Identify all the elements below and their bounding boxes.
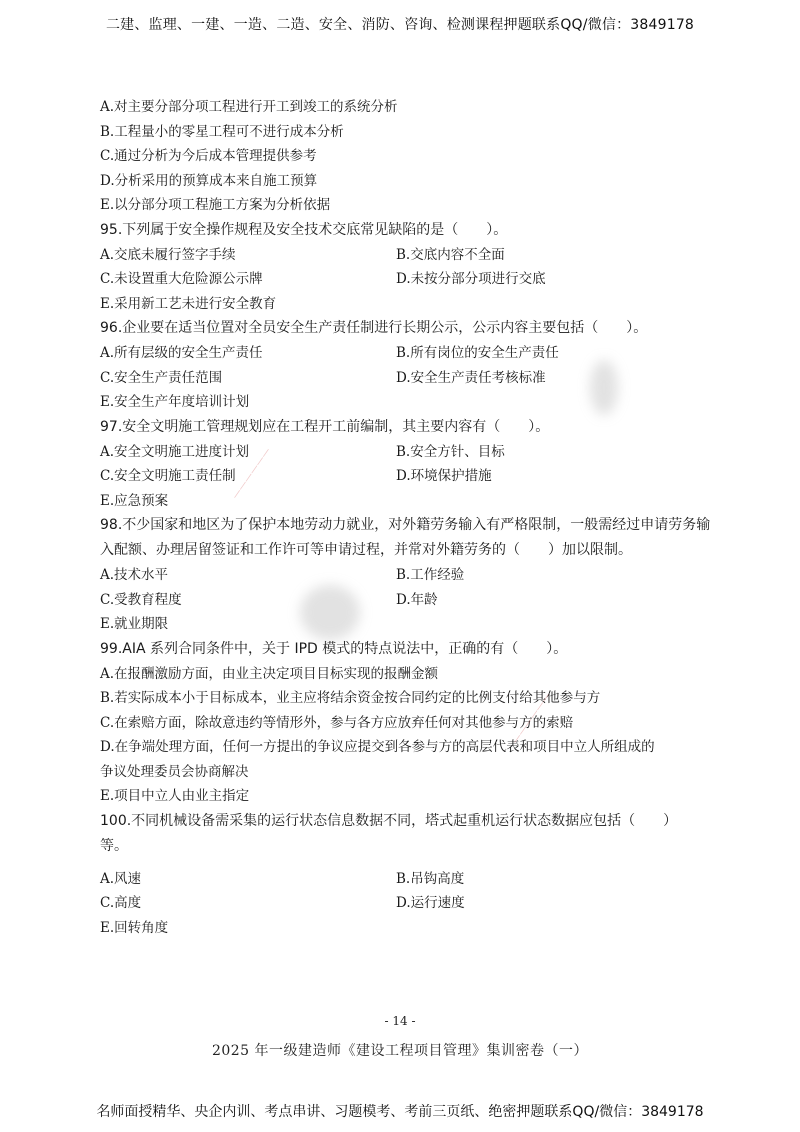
q96-stem: 96.企业要在适当位置对全员安全生产责任制进行长期公示，公示内容主要包括（ ）。 [100,320,648,336]
q98-option-e: E.就业期限 [100,616,169,632]
q95-option-e: E.采用新工艺未进行安全教育 [100,295,277,312]
q100-stem: 100.不同机械设备需采集的运行状态信息数据不同，塔式起重机运行状态数据应包括（ ） [100,812,678,829]
q95-option-c: C.未设置重大危险源公示牌 [100,271,263,287]
q96-option-d: D.安全生产责任考核标准 [396,369,546,386]
q99-option-b: B.若实际成本小于目标成本，业主应将结余资金按合同约定的比例支付给其他参与方 [100,690,601,706]
q98-option-a: A.技术水平 [100,567,169,583]
q97-option-b: B.安全方针、目标 [396,443,505,460]
q95-stem: 95.下列属于安全操作规程及安全技术交底常见缺陷的是（ ）。 [100,221,508,238]
q100-stem-continued: 等。 [100,837,128,854]
q100-option-d: D.运行速度 [396,895,465,911]
q94-option-c: C.通过分析为今后成本管理提供参考 [100,148,317,164]
q97-stem: 97.安全文明施工管理规划应在工程开工前编制，其主要内容有（ ）。 [100,418,550,435]
q97-option-c: C.安全文明施工责任制 [100,468,236,484]
q95-option-a: A.交底未履行签字手续 [100,246,236,263]
q95-option-d: D.未按分部分项进行交底 [396,271,546,287]
watermark-mark: —————— [510,690,554,747]
scan-smudge [300,585,360,640]
q96-option-a: A.所有层级的安全生产责任 [100,345,263,361]
q99-stem: 99.AIA 系列合同条件中，关于 IPD 模式的特点说法中，正确的有（ ）。 [100,640,568,657]
q100-option-b: B.吊钩高度 [396,870,465,887]
q94-option-e: E.以分部分项工程施工方案为分析依据 [100,197,331,213]
q95-option-b: B.交底内容不全面 [396,246,505,263]
q98-option-b: B.工作经验 [396,567,465,583]
q96-option-b: B.所有岗位的安全生产责任 [396,345,559,361]
header-banner: 二建、监理、一建、一造、二造、安全、消防、咨询、检测课程押题联系QQ/微信：3849178 [105,17,695,33]
q98-stem: 98.不少国家和地区为了保护本地劳动力就业，对外籍劳务输入有严格限制，一般需经过申请劳务输入配额、办理居留签证和工作许可等申请过程，并常对外籍劳务的（ ）加以限制。 [100,517,711,558]
q99-option-e: E.项目中立人由业主指定 [100,788,250,804]
q94-option-b: B.工程量小的零星工程可不进行成本分析 [100,123,344,140]
q97-option-a: A.安全文明施工进度计划 [100,443,250,460]
footer-title: 2025 年一级建造师《建设工程项目管理》集训密卷（一） [211,1043,589,1059]
q96-option-c: C.安全生产责任范围 [100,369,223,386]
q99-option-d-continued: 争议处理委员会协商解决 [100,763,249,780]
footer-banner: 名师面授精华、央企内训、考点串讲、习题模考、考前三页纸、绝密押题联系QQ/微信：3849178 [96,1104,704,1120]
watermark-mark: —————— [230,445,274,502]
q99-option-a: A.在报酬激励方面，由业主决定项目目标实现的报酬金额 [100,665,439,682]
q94-option-d: D.分析采用的预算成本来自施工预算 [100,172,318,189]
q99-option-c: C.在索赔方面，除故意违约等情形外，参与各方应放弃任何对其他参与方的索赔 [100,714,574,731]
q100-option-e: E.回转角度 [100,919,169,936]
q99-option-d: D.在争端处理方面，任何一方提出的争议应提交到各参与方的高层代表和项目中立人所组成的 [100,739,655,755]
q98-option-d: D.年龄 [396,591,438,608]
q94-option-a: A.对主要分部分项工程进行开工到竣工的系统分析 [100,99,398,115]
q100-option-a: A.风速 [100,870,142,887]
page-number: - 14 - [384,1014,416,1028]
q100-option-c: C.高度 [100,895,142,911]
q96-option-e: E.安全生产年度培训计划 [100,394,250,410]
q97-option-d: D.环境保护措施 [396,468,492,484]
q97-option-e: E.应急预案 [100,492,169,509]
scan-smudge [590,360,618,415]
q98-option-c: C.受教育程度 [100,591,182,608]
question-content [100,95,720,940]
